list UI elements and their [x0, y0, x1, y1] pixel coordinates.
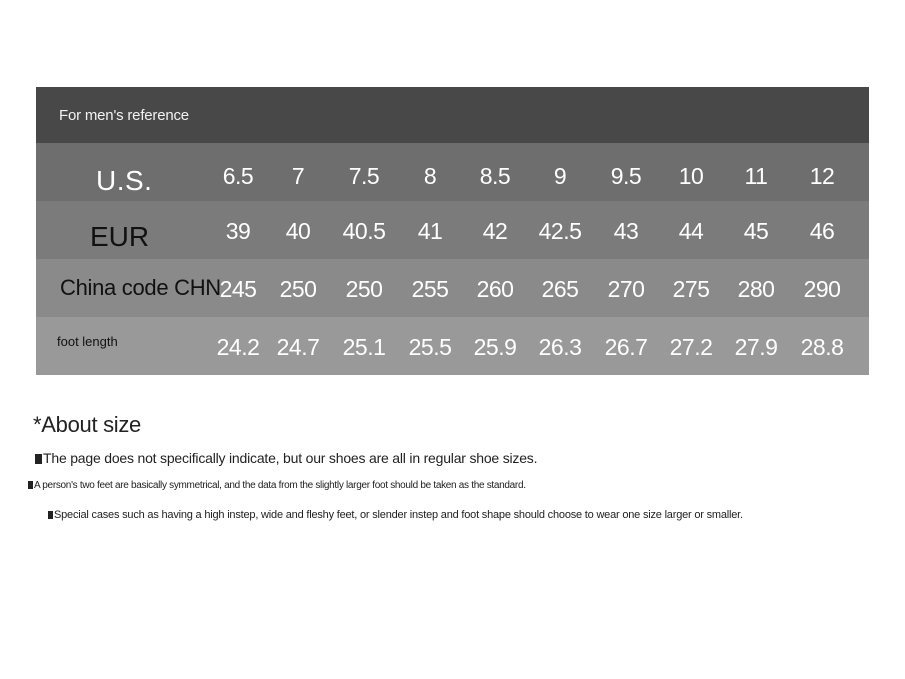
- table-row-foot-length: [36, 317, 869, 375]
- table-cell: 24.2: [216, 334, 260, 360]
- table-row-us: [36, 143, 869, 201]
- bullet-icon: [28, 481, 33, 489]
- about-size-title: *About size: [33, 412, 141, 437]
- table-cell: 27.9: [734, 334, 778, 360]
- bullet-icon: [48, 511, 53, 519]
- table-cell: 6.5: [222, 163, 254, 189]
- table-cell: 40.5: [342, 218, 386, 244]
- table-cell: 42: [482, 218, 508, 244]
- size-note-1-text: The page does not specifically indicate, but our shoes are all in regular shoe sizes.: [43, 450, 538, 466]
- table-cell: 46: [809, 218, 835, 244]
- table-cell: 8: [423, 163, 437, 189]
- table-cell: 43: [613, 218, 639, 244]
- table-cell: 7.5: [348, 163, 380, 189]
- table-cell: 39: [225, 218, 251, 244]
- size-note-3-text: Special cases such as having a high instep, wide and fleshy feet, or slender instep and foot shape should choose to wear one size larger or smaller.: [54, 509, 743, 521]
- table-cell: 265: [541, 276, 579, 302]
- table-cell: 255: [411, 276, 449, 302]
- table-cell: 9: [553, 163, 567, 189]
- table-cell: 260: [476, 276, 514, 302]
- table-cell: 25.5: [408, 334, 452, 360]
- table-cell: 8.5: [479, 163, 511, 189]
- table-row-eur: [36, 201, 869, 259]
- table-cell: 26.7: [604, 334, 648, 360]
- row-label-foot-length: foot length: [57, 334, 118, 349]
- table-cell: 24.7: [276, 334, 320, 360]
- table-cell: 27.2: [669, 334, 713, 360]
- row-label-us: U.S.: [96, 165, 153, 196]
- table-cell: 290: [803, 276, 841, 302]
- table-cell: 9.5: [610, 163, 642, 189]
- table-cell: 270: [607, 276, 645, 302]
- table-cell: 25.1: [342, 334, 386, 360]
- table-cell: 250: [345, 276, 383, 302]
- table-cell: 45: [743, 218, 769, 244]
- table-cell: 42.5: [538, 218, 582, 244]
- table-cell: 44: [678, 218, 704, 244]
- table-cell: 280: [737, 276, 775, 302]
- table-cell: 11: [744, 163, 768, 189]
- size-note-1: [35, 450, 537, 466]
- table-cell: 275: [672, 276, 710, 302]
- size-chart-table: [36, 87, 869, 375]
- table-row-chn: [36, 259, 869, 317]
- row-label-eur: EUR: [90, 221, 150, 252]
- table-cell: 10: [678, 163, 704, 189]
- table-cell: 26.3: [538, 334, 582, 360]
- table-cell: 25.9: [473, 334, 517, 360]
- size-note-2-text: A person's two feet are basically symmetrical, and the data from the slightly larger foot should be taken as the standard.: [34, 480, 526, 491]
- table-cell: 28.8: [800, 334, 844, 360]
- table-cell: 40: [285, 218, 311, 244]
- table-cell: 7: [291, 163, 305, 189]
- size-note-3: [48, 509, 743, 521]
- table-header: [36, 87, 869, 143]
- table-cell: 245: [219, 276, 257, 302]
- table-cell: 12: [809, 163, 835, 189]
- table-cell: 250: [279, 276, 317, 302]
- row-label-chn: China code CHN: [60, 275, 221, 300]
- table-cell: 41: [417, 218, 443, 244]
- bullet-icon: [35, 454, 42, 464]
- size-note-2: [28, 480, 526, 491]
- table-caption: For men's reference: [59, 106, 189, 124]
